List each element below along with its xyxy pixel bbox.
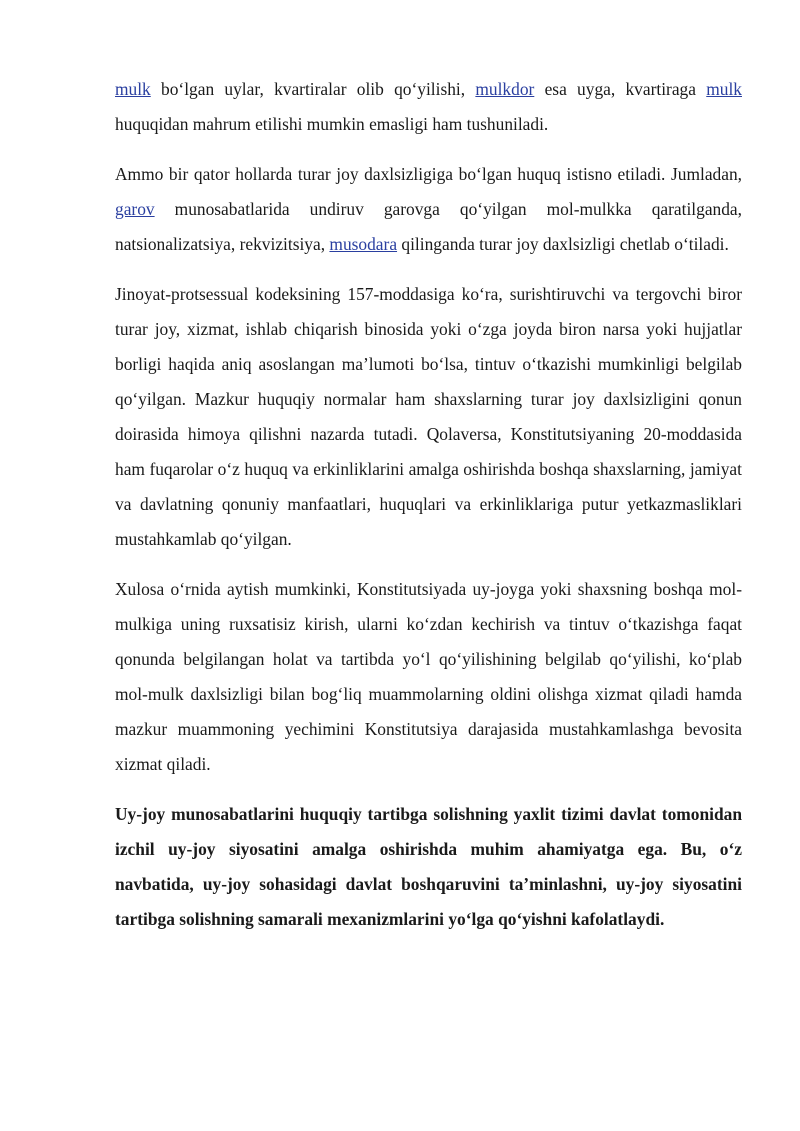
paragraph-4 [115, 572, 742, 782]
paragraph-text: Uy-joy munosabatlarini huquqiy tartibga solishning yaxlit tizimi davlat tomonidan izchil uy-joy siyosatini amalga oshirishda muhim ahamiyatga ega. Bu, o‘z navbatida, uy-joy sohasidagi davlat boshqaruvini ta’minlashni, uy-joy siyosatini tartibga solishning samarali mexanizmlarini yo‘lga qo‘yishni kafolatlaydi. [115, 804, 742, 929]
document-page [115, 72, 742, 952]
paragraph-text: qilinganda turar joy daxlsizligi chetlab o‘tiladi. [397, 234, 729, 254]
term-link[interactable]: musodara [329, 234, 398, 254]
paragraph-text: munosabatlarida undiruv garovga qo‘yilgan mol-mulkka qaratilganda, natsionalizatsiya, rekvizitsiya, [115, 199, 742, 254]
paragraph-5 [115, 797, 742, 937]
term-link[interactable]: mulk [706, 79, 742, 99]
paragraph-text: Xulosa o‘rnida aytish mumkinki, Konstitutsiyada uy-joyga yoki shaxsning boshqa mol-mulkiga uning ruxsatisiz kirish, ularni ko‘zdan kechirish va tintuv o‘tkazishga faqat qonunda belgilangan holat va tartibda yo‘l qo‘yilishining belgilab qo‘yilishi, ko‘plab mol-mulk daxlsizligi bilan bog‘liq muammolarning oldini olishga xizmat qiladi hamda mazkur muammoning yechimini Konstitutsiya darajasida mustahkamlashga bevosita xizmat qiladi. [115, 579, 742, 774]
term-link[interactable]: mulk [115, 79, 151, 99]
paragraph-text: huquqidan mahrum etilishi mumkin emasligi ham tushuniladi. [115, 114, 549, 134]
paragraph-3 [115, 277, 742, 557]
paragraph-text: Jinoyat-protsessual kodeksining 157-moddasiga ko‘ra, surishtiruvchi va tergovchi biror turar joy, xizmat, ishlab chiqarish binosida yoki o‘zga joyda biron narsa yoki hujjatlar borligi haqida aniq asoslangan ma’lumoti bo‘lsa, tintuv o‘tkazishi mumkinligi belgilab qo‘yilgan. Mazkur huquqiy normalar ham shaxslarning turar joy daxlsizligini qonun doirasida himoya qilishni nazarda tutadi. Qolaversa, Konstitutsiyaning 20-moddasida ham fuqarolar o‘z huquq va erkinliklarini amalga oshirishda boshqa shaxslarning, jamiyat va davlatning qonuniy manfaatlari, huquqlari va erkinliklariga putur yetkazmasliklari mustahkamlab qo‘yilgan. [115, 284, 742, 549]
paragraph-text: esa uyga, kvartiraga [534, 79, 707, 99]
paragraph-1 [115, 72, 742, 142]
paragraph-2 [115, 157, 742, 262]
paragraph-text: bo‘lgan uylar, kvartiralar olib qo‘yilishi, [150, 79, 476, 99]
term-link[interactable]: garov [115, 199, 155, 219]
term-link[interactable]: mulkdor [475, 79, 535, 99]
paragraph-text: Ammo bir qator hollarda turar joy daxlsizligiga bo‘lgan huquq istisno etiladi. Jumladan, [115, 164, 742, 184]
